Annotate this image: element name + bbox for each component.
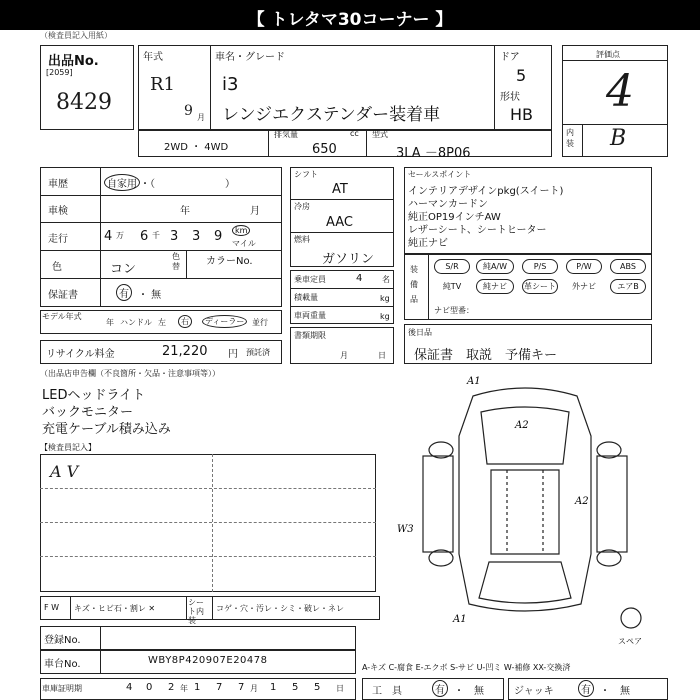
expiry-unit: 日 <box>336 684 344 693</box>
equip-alloy: 純A/W <box>476 259 514 274</box>
expiry-digit: 5 <box>314 682 321 693</box>
sales-point: 純正OP19インチAW <box>408 212 501 223</box>
chassis-label: 車台No. <box>44 659 81 670</box>
damage-legend: A-キズ C-腐食 E-エクボ S-サビ U-凹ミ W-補修 XX-交換済 <box>362 663 571 672</box>
doc-date-day: 日 <box>378 351 386 360</box>
inspector-label: 【検査員記入】 <box>40 443 96 452</box>
inspection-year: 年 <box>180 206 190 217</box>
tools-yes: 有 <box>432 680 448 697</box>
interior-value: B <box>610 126 627 151</box>
sales-point: ハーマンカードン <box>408 199 488 210</box>
ac-label: 冷房 <box>294 202 310 211</box>
name-label: 車名・グレード <box>215 52 285 63</box>
inspection-month: 月 <box>250 206 260 217</box>
inspector-note: A V <box>50 462 79 481</box>
history-rest: ・（ ） <box>140 179 235 190</box>
banner-title: 【 トレタマ30コーナー 】 <box>247 10 453 30</box>
dealer-label: ディーラー <box>202 315 247 328</box>
navi-model-label: ナビ型番： <box>434 306 474 315</box>
doc-date-label: 書類期限 <box>294 331 326 340</box>
displacement-label: 排気量 <box>274 130 298 139</box>
capacity-value: 4 <box>356 273 363 284</box>
jack-yes: 有 <box>578 680 594 697</box>
history-value: 自家用 <box>104 174 140 191</box>
banner <box>0 0 700 30</box>
type-value: 3LA －8P06 <box>396 146 471 161</box>
model-year-label: モデル年式 <box>42 312 82 321</box>
lot-number: 8429 <box>56 90 112 115</box>
mileage-digit-3: 3 <box>170 229 179 244</box>
parallel-label: 並行 <box>252 318 268 327</box>
expiry-digit: 7 <box>216 682 223 693</box>
handle-right: 右 <box>178 315 192 328</box>
equip-ext-navi: 外ナビ <box>572 282 596 291</box>
equip-pw: P/W <box>566 259 602 274</box>
capacity-label: 乗車定員 <box>294 275 326 284</box>
post-items-label: 後日品 <box>408 328 432 337</box>
exhibit-line: 充電ケーブル積み込み <box>42 422 171 437</box>
flaw-seat-items: コゲ・穴・汚レ・シミ・破レ・ネレ <box>216 604 344 613</box>
diagram-mark: W3 <box>397 524 414 535</box>
warranty-no: ・ 無 <box>138 290 162 301</box>
expiry-unit: 月 <box>250 684 258 693</box>
fuel-value: ガソリン <box>322 252 375 267</box>
displacement-unit: cc <box>350 129 359 138</box>
tools-label: 工 具 <box>372 686 402 697</box>
exhibit-label: （出品店申告欄（不良箇所・欠品・注意事項等）） <box>40 369 220 378</box>
diagram-right-side <box>597 456 627 552</box>
doc-date-month: 月 <box>340 351 348 360</box>
mileage-digit-5: 9 <box>214 229 223 244</box>
equipment-label: 装備品 <box>410 265 418 304</box>
expiry-digit: 5 <box>292 682 299 693</box>
handle-label: ハンドル <box>120 318 152 327</box>
score-label: 評価点 <box>596 50 620 59</box>
car-diagram <box>395 372 655 630</box>
expiry-digit: 1 <box>270 682 277 693</box>
type-label: 型式 <box>372 130 388 139</box>
diagram-hood <box>481 407 569 464</box>
mileage-digit-1: 4 <box>104 229 113 244</box>
shift-value: AT <box>332 182 348 197</box>
registration-row <box>40 626 356 650</box>
mileage-unit-mile: マイル <box>232 239 256 248</box>
weight-unit: kg <box>380 312 390 321</box>
spare-tire-icon <box>621 608 641 628</box>
inspection-label: 車検 <box>48 206 68 217</box>
equip-abs: ABS <box>610 259 646 274</box>
lot-stamp: [2059] <box>46 68 73 77</box>
spare-label: スペア <box>618 637 642 646</box>
expiry-unit: 年 <box>180 684 188 693</box>
sales-point: 純正ナビ <box>408 238 448 249</box>
doors-value: 5 <box>516 66 527 85</box>
diagram-mark: A1 <box>453 614 467 625</box>
sales-point: インテリアデザインpkg(スイート) <box>408 186 564 197</box>
registration-label: 登録No. <box>44 635 81 646</box>
mileage-sen: 千 <box>152 231 160 240</box>
history-label: 車歴 <box>48 179 68 190</box>
flaw-seat-label: シート内装 <box>188 598 204 625</box>
equip-ps: P/S <box>522 259 558 274</box>
color-no-label: カラーNo. <box>206 256 253 267</box>
expiry-digit: 0 <box>146 682 153 693</box>
shape-value: HB <box>510 105 534 124</box>
expiry-digit: 2 <box>168 682 175 693</box>
year-label: 年式 <box>143 52 163 63</box>
sales-points-label: セールスポイント <box>408 170 472 179</box>
diagram-roof <box>491 470 559 554</box>
shift-label: シフト <box>294 170 318 179</box>
year-month: 9 <box>184 103 193 119</box>
flaw-fw: F W <box>44 603 60 612</box>
equip-leather: 革シート <box>522 279 558 294</box>
equip-navi: 純ナビ <box>476 279 514 294</box>
sales-point: レザーシート、シートヒーター <box>408 225 547 236</box>
fuel-label: 燃料 <box>294 235 310 244</box>
post-items-value: 保証書 取説 予備キー <box>414 348 558 363</box>
recycle-label: リサイクル料金 <box>46 349 115 360</box>
equip-tv: 純TV <box>442 282 462 291</box>
warranty-yes: 有 <box>116 284 132 301</box>
score-value: 4 <box>606 66 634 117</box>
expiry-label: 車庫証明期 <box>42 684 82 693</box>
capacity-unit: 名 <box>382 275 390 284</box>
jack-no: ・ 無 <box>600 686 630 697</box>
interior-label: 内装 <box>566 128 574 148</box>
shape-label: 形状 <box>500 92 520 103</box>
tools-no: ・ 無 <box>454 686 484 697</box>
displacement-value: 650 <box>312 142 337 157</box>
exhibit-line: バックモニター <box>42 405 134 420</box>
chassis-value: WBY8P420907E20478 <box>148 655 268 666</box>
mileage-digit-2: 6 <box>140 229 149 244</box>
color-value: コン <box>110 262 137 277</box>
recycle-unit: 円 <box>228 349 238 360</box>
diagram-left-side <box>423 456 453 552</box>
expiry-digit: 4 <box>126 682 133 693</box>
load-label: 積載量 <box>294 293 318 302</box>
diagram-trunk <box>479 562 571 603</box>
ac-value: AAC <box>326 215 353 230</box>
year-era: R1 <box>150 74 176 95</box>
flaw-items: キズ・ヒビ石・割レ ✕ <box>74 604 156 613</box>
load-unit: kg <box>380 294 390 303</box>
doors-label: ドア <box>500 52 520 63</box>
year-month-suffix: 月 <box>197 113 205 122</box>
diagram-mark: A1 <box>467 376 481 387</box>
header-note: （検査員記入用紙） <box>40 31 112 40</box>
color-change-label: 色替 <box>172 252 180 271</box>
mileage-label: 走行 <box>48 234 68 245</box>
mileage-unit-km: km <box>232 225 250 236</box>
expiry-digit: 7 <box>238 682 245 693</box>
grade-name: レンジエクステンダー装着車 <box>222 105 441 125</box>
color-label: 色 <box>52 262 62 273</box>
recycle-deposit: 預託済 <box>246 348 270 357</box>
model-year-year: 年 <box>106 318 114 327</box>
drive-text: 2WD ・ 4WD <box>164 142 229 153</box>
diagram-mark: A2 <box>515 420 529 431</box>
warranty-label: 保証書 <box>48 290 78 301</box>
lot-label: 出品No. <box>48 54 99 69</box>
diagram-mark: A2 <box>575 496 589 507</box>
jack-label: ジャッキ <box>514 686 554 697</box>
mileage-digit-4: 3 <box>192 229 201 244</box>
weight-label: 車両重量 <box>294 311 326 320</box>
equip-sr: S/R <box>434 259 470 274</box>
handle-left: 左 <box>158 318 166 327</box>
recycle-value: 21,220 <box>162 344 208 359</box>
exhibit-line: LEDヘッドライト <box>42 388 146 403</box>
equip-airbag: エアB <box>610 279 646 294</box>
mileage-man: 万 <box>116 231 124 240</box>
model-name: i3 <box>222 74 239 95</box>
expiry-digit: 1 <box>194 682 201 693</box>
